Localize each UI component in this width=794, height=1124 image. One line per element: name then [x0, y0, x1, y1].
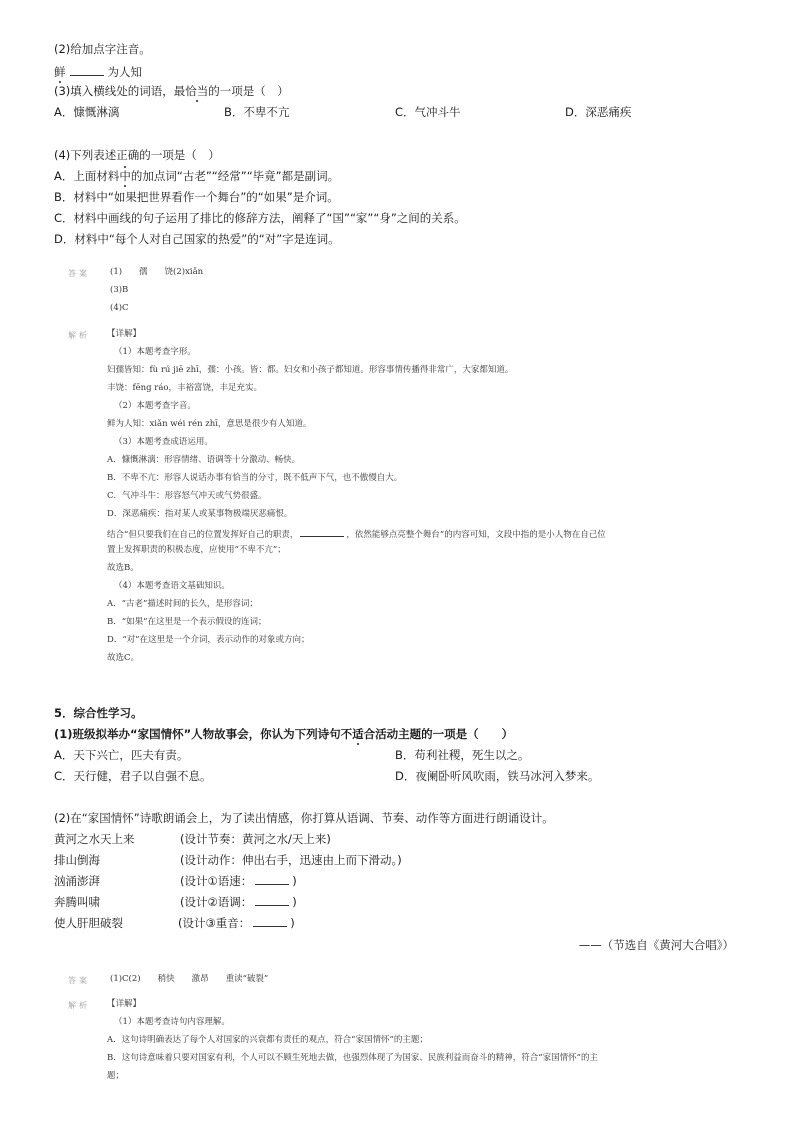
exp4-line: D．深恶痛疾：指对某人或某事物极端厌恶痛恨。 [107, 509, 293, 519]
exp5-line: 【详解】 [107, 999, 142, 1009]
exp4-line: 置上发挥职责的积极态度，应使用“不卑不亢”； [107, 545, 286, 555]
word-rest: 为人知 [107, 65, 142, 79]
q4-part3-post: 的一项是（ ） [208, 84, 289, 98]
exp4-line: A．“古老”描述时间的长久，是形容词； [107, 599, 258, 609]
answer-blank [70, 64, 104, 76]
answer-blank [300, 527, 344, 537]
q5-part2-question: (2)在“家国情怀”诗歌朗诵会上，为了读出情感，你打算从语调、节奏、动作等方面进行朗诵设计。 [54, 811, 554, 825]
answer4-line1: (1) 孺 饶(2)xiǎn [110, 267, 204, 277]
exp4-line: 丰饶：fēng ráo，丰裕富饶，丰足充实。 [107, 383, 263, 393]
exp4-line-with-blank [107, 527, 606, 541]
poem-line: 使人肝胆破裂 [54, 916, 123, 930]
answer4-line3: (4)C [110, 303, 129, 313]
answer-blank [255, 896, 289, 906]
poem-note [180, 874, 297, 888]
q5-option-c: C．天行健，君子以自强不息。 [54, 769, 212, 783]
dotted-char: 鲜 [54, 65, 66, 79]
exp4-pre: 结合“但只要我们在自己的位置发挥好自己的职责， [107, 530, 299, 540]
q5-title: 5．综合性学习。 [54, 706, 143, 720]
answer-blank [255, 875, 289, 885]
exp4-line: 故选C。 [107, 653, 140, 663]
exp4-line: （3）本题考查成语运用。 [114, 437, 213, 447]
poem-line: 黄河之水天上来 [54, 832, 135, 846]
note-post: ) [290, 916, 295, 930]
q4-part2-word [54, 64, 142, 79]
q4-part4-title: (4)下列表述正确的一项是（ ） [54, 148, 220, 162]
note-pre: (设计①语速： [180, 874, 253, 888]
poem-line: 奔腾叫啸 [54, 895, 100, 909]
q4-part3-question [54, 84, 289, 98]
exp4-line: B．不卑不亢：形容人说话办事有恰当的分寸，既不低声下气，也不傲慢自大。 [107, 473, 403, 483]
answer5-line: (1)C(2) 稍快 激昂 重读“破裂” [110, 974, 269, 984]
note-pre: (设计③重音： [178, 916, 251, 930]
poem-source: ——（节选自《黄河大合唱》） [578, 938, 734, 952]
option-a-pre: A．上面材料 [54, 169, 120, 183]
q4-part4-option-d: D．材料中“每个人对自己国家的热爱”的“对”字是连词。 [54, 232, 340, 246]
poem-note [178, 916, 295, 930]
exp5-line: B．这句诗意味着只要对国家有利，个人可以不顾生死地去做，也强烈体现了为国家、民族利益而奋斗的精神，符合“家国情怀”的主 [107, 1053, 598, 1063]
q4-part3-option-b: B．不卑不亢 [224, 105, 290, 119]
q4-part4-option-b: B．材料中“如果把世界看作一个舞台”的“如果”是介词。 [54, 190, 339, 204]
exp4-line: （4）本题考查语文基础知识。 [114, 581, 230, 591]
poem-note: (设计节奏：黄河之水/天上来) [180, 832, 331, 846]
explanation-label: 解析 [68, 1001, 90, 1010]
dotted-char: 中 [119, 169, 131, 183]
explanation-label: 解析 [68, 331, 90, 340]
q4-part4-option-a [54, 169, 339, 183]
q4-part4-option-c: C．材料中画线的句子运用了排比的修辞方法，阐释了“国”“家”“身”之间的关系。 [54, 211, 466, 225]
q4-part3-option-a: A．慷慨淋漓 [54, 105, 120, 119]
answer-label: 答案 [68, 976, 90, 985]
poem-note [180, 895, 297, 909]
exp4-line: B．“如果”在这里是一个表示假设的连词； [107, 617, 267, 627]
note-post: ) [292, 895, 297, 909]
dotted-word: 不适合 [340, 727, 376, 741]
answer-blank [253, 917, 287, 927]
option-a-post: 的加点词“古老”“经常”“毕竟”都是副词。 [130, 169, 340, 183]
q4-part3-pre: (3)填入横线处的词语，最 [54, 84, 186, 98]
exp4-line: 【详解】 [107, 329, 142, 339]
exp4-line: C．气冲斗牛：形容怒气冲天或气势很盛。 [107, 491, 267, 501]
exp4-line: A．慷慨淋漓：形容情绪、语调等十分激动、畅快。 [107, 455, 301, 465]
exp4-line: （1）本题考查字形。 [114, 347, 196, 357]
q5-option-d: D．夜阑卧听风吹雨，铁马冰河入梦来。 [395, 769, 600, 783]
poem-line: 排山倒海 [54, 853, 100, 867]
note-post: ) [292, 874, 297, 888]
exp5-line: （1）本题考查诗句内容理解。 [114, 1017, 230, 1027]
q5-part1-question [54, 727, 513, 741]
dotted-word: 恰当 [185, 84, 209, 98]
q4-part2-title: (2)给加点字注音。 [54, 42, 151, 56]
exp4-line: 鲜为人知：xiǎn wéi rén zhī，意思是很少有人知道。 [107, 419, 312, 429]
exp4-line: 妇孺皆知：fù rú jiē zhī，孺：小孩。皆：都。妇女和小孩子都知道。形容事情传播得非常广，大家都知道。 [107, 365, 514, 375]
q4-part3-option-d: D．深恶痛疾 [565, 105, 632, 119]
exp4-line: 故选B。 [107, 563, 139, 573]
answer-label: 答案 [68, 269, 90, 278]
answer4-line2: (3)B [110, 285, 129, 295]
exp4-post: ，依然能够点亮整个舞台”的内容可知，文段中指的是小人物在自己位 [346, 530, 606, 540]
exp5-line: 题； [107, 1071, 125, 1081]
q5-option-a: A．天下兴亡，匹夫有责。 [54, 748, 189, 762]
q5-part1-post: 活动主题的一项是（ ） [375, 727, 514, 741]
q4-part3-option-c: C．气冲斗牛 [395, 105, 461, 119]
note-pre: (设计②语调： [180, 895, 253, 909]
exp4-line: D．“对”在这里是一个介词，表示动作的对象或方向； [107, 635, 310, 645]
poem-note: (设计动作：伸出右手，迅速由上而下滑动。) [180, 853, 402, 867]
q5-option-b: B．苟利社稷，死生以之。 [395, 748, 530, 762]
exp4-line: （2）本题考查字音。 [114, 401, 196, 411]
exp5-line: A．这句诗明确表达了每个人对国家的兴衰都有责任的观点，符合“家国情怀”的主题； [107, 1035, 428, 1045]
q5-part1-pre: (1)班级拟举办“家国情怀”人物故事会，你认为下列诗句 [54, 727, 341, 741]
poem-line: 汹涌澎湃 [54, 874, 100, 888]
